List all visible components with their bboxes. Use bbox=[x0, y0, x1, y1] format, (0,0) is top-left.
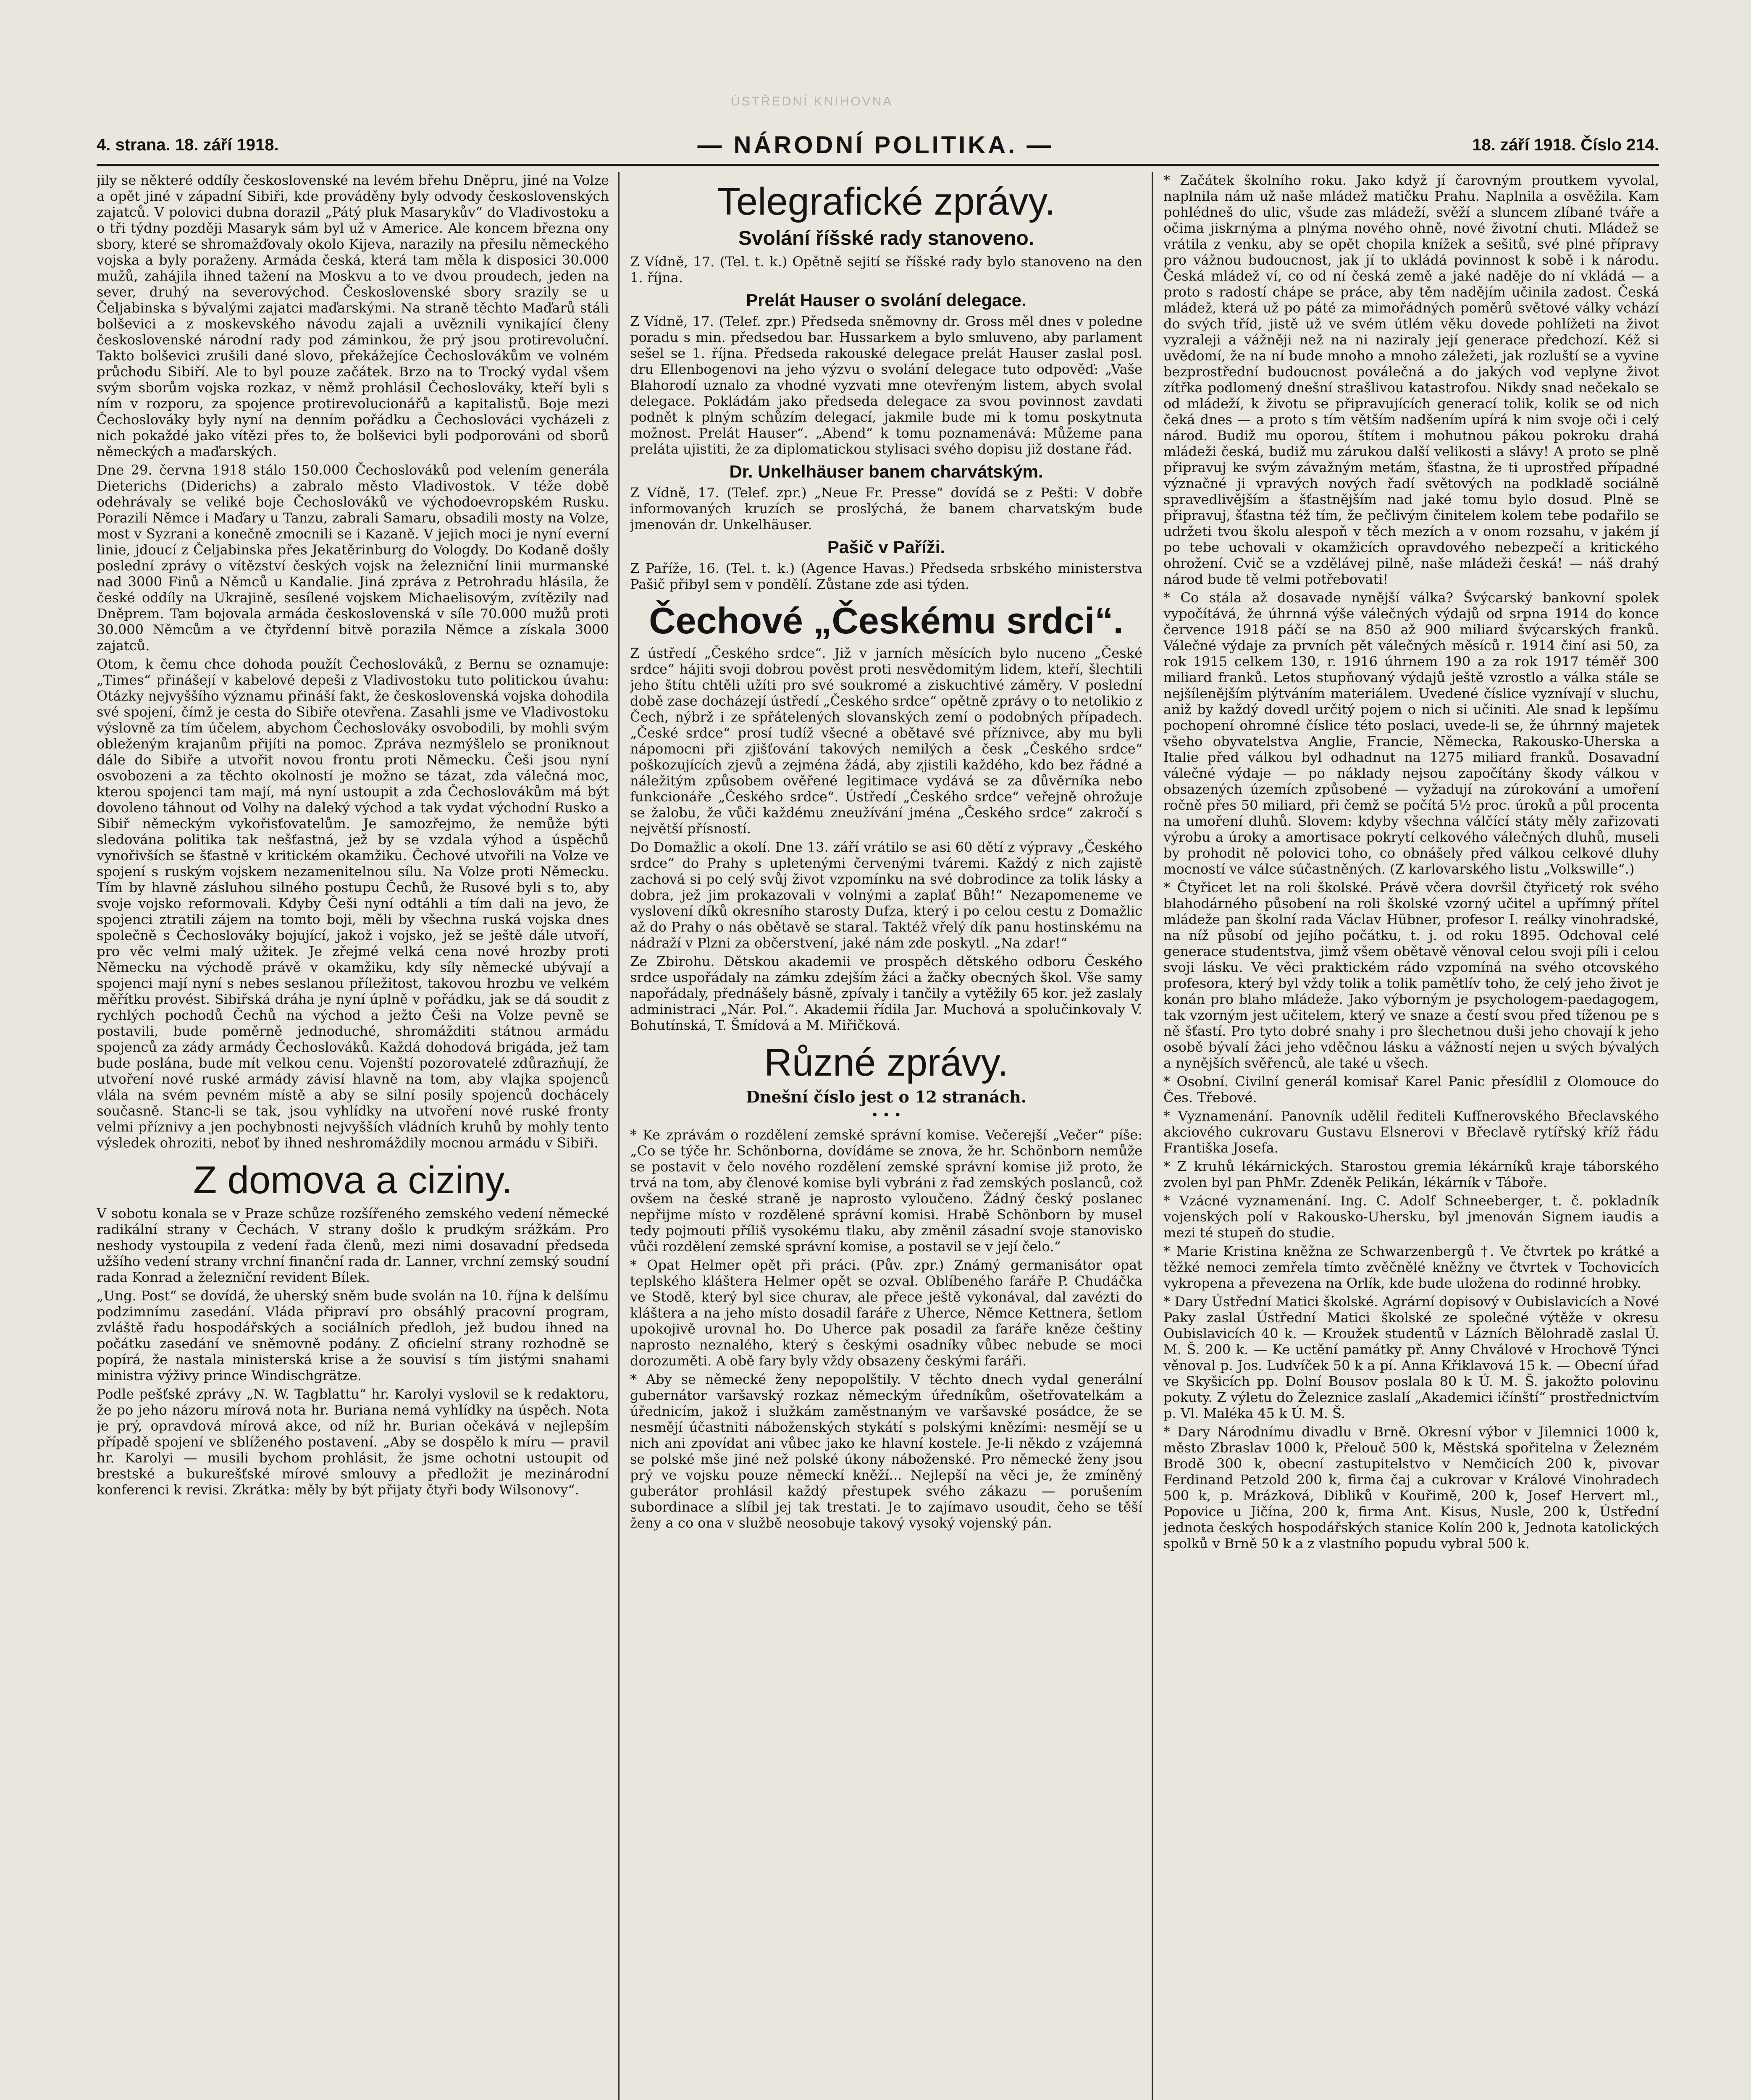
article-paragraph: * Dary Ústřední Matici školské. Agrární dopisový v Oubislavicích a Nové Paky zaslal Ústřední Matici školské ze společné výtěže v okresu Oubislavicích 40 k. — Kroužek studentů v Lázních Bělohradě zaslal Ú. M. Š. 200 k. — Ke uctění památky př. Anny Chválové v Hrochově Týnci věnoval p. Jos. Ludvíček 50 k a pí. Anna Křiklavová 15 k. — Obecní úřad ve Skyšicích pp. Dolní Bousov poslala 80 k Ú. M. Š. jakožto polovinu pokuty. Z výletu do Železnice zaslalí „Akademici ičínští“ prostřednictvím p. Vl. Maléka 45 k Ú. M. Š. bbox=[1163, 1294, 1659, 1421]
article-paragraph: * Marie Kristina kněžna ze Schwarzenbergů †. Ve čtvrtek po krátké a těžké nemoci zemřela tímto zvěčnělé kněžny ve čtvrtek v Tochovicích vykropena a převezena na Orlík, kde bude uložena do rodinné hrobky. bbox=[1163, 1243, 1659, 1291]
issue-page-count: Dnešní číslo jest o 12 stranách. bbox=[746, 1087, 1027, 1106]
article-paragraph: * Čtyřicet let na roli školské. Právě včera dovršil čtyřicetý rok svého blahodárného působení na roli školské vzorný učitel a upřímný přítel mládeže pan školní rada Václav Hübner, profesor I. reálky vinohradské, na níž působí od jejího počátku, t. j. od roku 1895. Odchoval celé generace studentstva, jimž všem obětavě věnoval celou svoji píli i celou svoji lásku. Ve věci praktickém rádo vzpomíná na svého otcovského profesora, který byl vždy tolik a tolik pamětlív toho, že celý jeho život je konán pro blaho mládeže. Jako výborným je psychologem-paedagogem, tak vzorným jest učitelem, který ve snaze a čestí svou před tíženou pe s ně šťastí. Pro tyto dobré snahy i pro šlechetnou duši jeho chovají k jeho osobě bývalí žáci jeho vděčnou lásku a vážností nejen u svých bývalých a nynějších svěřenců, ale také u všech. bbox=[1163, 879, 1659, 1071]
article-paragraph: * Vzácné vyznamenání. Ing. C. Adolf Schneeberger, t. č. pokladník vojenských polí v Rakousko-Uhersku, byl jmenován Signem iaudis a mezi té stupeň do studie. bbox=[1163, 1193, 1659, 1241]
headline-pasic: Pašič v Paříži. bbox=[827, 537, 945, 557]
article-paragraph: Z Vídně, 17. (Tel. t. k.) Opětně sejití se říšské rady bylo stanoveno na den 1. října. bbox=[630, 254, 1142, 286]
header-issue-number: 18. září 1918. Číslo 214. bbox=[1472, 135, 1659, 154]
article-paragraph: Z Paříže, 16. (Tel. t. k.) (Agence Havas.) Předseda srbského ministerstva Pašič přibyl sem v pondělí. Zůstane zde asi týden. bbox=[630, 560, 1142, 592]
section-heading-various: Různé zprávy. bbox=[764, 1041, 1008, 1084]
section-heading-telegraph: Telegrafické zprávy. bbox=[717, 180, 1056, 223]
article-paragraph: „Ung. Post“ se dovídá, že uherský sněm bude svolán na 10. října k delšímu podzimnímu zasedání. Vláda připraví pro obsáhlý pracovní program, zvláště řadu hospodářských a sociálních předloh, jež budou ihned na počátku zasedání ve sněmovně podány. Z oficielní strany rozhodně se popírá, že nastala ministerská krise a že souvisí s tím jistými snahami ministra výživy prince Windischgrätze. bbox=[97, 1288, 609, 1383]
headline-hauser: Prelát Hauser o svolání delegace. bbox=[746, 290, 1026, 310]
section-heading-domestic: Z domova a ciziny. bbox=[193, 1159, 513, 1202]
article-paragraph: * Z kruhů lékárnických. Starostou gremia lékárníků kraje táborského zvolen byl pan PhMr. Zdeněk Pelikán, lékárník v Táboře. bbox=[1163, 1158, 1659, 1190]
article-paragraph: * Osobní. Civilní generál komisař Karel Panic přesídlil z Olomouce do Čes. Třebové. bbox=[1163, 1074, 1659, 1105]
article-paragraph: Z ústředí „Českého srdce“. Již v jarních měsících bylo nuceno „České srdce“ hájiti svoji dobrou pověst proti nesvědomitým lidem, kteří, šlechtili jeho štítu chtěli užíti pro své soukromé a ziskuchtivé záměry. V poslední době zase docházejí ústředí „Českého srdce“ opětně zprávy o to netolikio z Čech, nýbrž i ze spřátelených slovanských zemí o podobných případech. „České srdce“ prosí tudíž všecné a obětavé své příznivce, aby mu byli nápomocni při zjišťování takových nemilých a česk „Českého srdce“ poškozujících zjevů a zejména žádá, aby zjistili každého, kdo bez řádné a náležitým způsobem ověřené legitimace vydává se za důvěrníka nebo funkcionáře „Českého srdce“. Ústředí „Českého srdce“ veřejně ohrožuje se žalobu, že vůči každému zneužívání jména „Českého srdce“ zakročí s největší přísností. bbox=[630, 645, 1142, 837]
header-rule bbox=[97, 164, 1659, 166]
article-paragraph: jily se některé oddíly československé na levém břehu Dněpru, jiné na Volze a opět jiné v západní Sibiři, kde prováděny byly odvody československých zajatců. V polovici dubna dorazil „Pátý pluk Masarykův“ do Vladivostoku a o tři týdny později Masaryk sám byl už v Americe. Ale koncem března ony sbory, které se shromažďovaly okolo Kijeva, narazily na přesilu německého vojska a byly poraženy. Armáda česká, která tam měla k disposici 30.000 mužů, zahájila ihned tažení na Moskvu a to ve dvou proudech, jeden na sever, druhý na severovýchod. Československé sbory srazily se u Čeljabinska s bývalými zajatci maďarskými. Na straně těchto Maďarů stáli bolševici a z moskevského návodu zajali a uvěznili vynikající členy československé národní rady pod záminkou, že prý jsou protirevoluční. Takto bolševici zrušili dané slovo, překážejíce Čechoslovákům ve volném průchodu Sibiří. Ale to byl pouze začátek. Brzo na to Trocký vydal všem svým sborům vojska rozkaz, v němž prohlásil Čechoslováky, kteří byli s ním v rozporu, za spojence protirevolucionářů a kapitalistů. Boje mezi Čechoslováky byly nyní na denním pořádku a Čechoslováci vycházeli z nich pokaždé jako vítězi přes to, že bolševici byli podporováni od sborů německých a maďarských. bbox=[97, 172, 609, 459]
article-paragraph: * Dary Národnímu divadlu v Brně. Okresní výbor v Jilemnici 1000 k, město Zbraslav 1000 k, Přelouč 500 k, Městská spořitelna v Železném Brodě 300 k, obecní zastupitelstvo v Nemčicích 200 k, pivovar Ferdinand Petzold 200 k, firma čaj a cukrovar v Králové Vinohradech 500 k, p. Mrázková, Dibliků v Kouřimě, 200 k, Josef Hervert ml., Popovice u Jičína, 200 k, firma Ant. Kisus, Nusle, 200 k, Ústřední jednota českých hospodářských stanice Kolín 200 k, Jednota katolických spolků v Brně 50 k a z vlastního popudu vybral 500 k. bbox=[1163, 1424, 1659, 1551]
column-left bbox=[97, 172, 609, 2100]
article-paragraph: Do Domažlic a okolí. Dne 13. září vrátilo se asi 60 dětí z výpravy „Českého srdce“ do Prahy s upletenými červenými tváremi. Každý z nich zajistě zachová si po celý svůj život vzpomínku na své dobrodince za tolik lásky a dobra, jež jim prokazovali v volnými a zaplať Bůh!“ Nezapomeneme ve vyslovení díků okresního starosty Dufza, který i po celou cestu z Domažlic až do Prahy o nás obětavě se staral. Taktéž vřelý dík panu hostinskému na nádraží v Plzni za občerstvení, jaké nám zde poskytl. „Na zdar!“ bbox=[630, 839, 1142, 951]
headline-reichsrat: Svolání říšské rady stanoveno. bbox=[738, 227, 1034, 249]
masthead: — NÁRODNÍ POLITIKA. — bbox=[697, 131, 1054, 159]
library-stamp: ÚSTŘEDNÍ KNIHOVNA bbox=[731, 94, 893, 108]
column-divider bbox=[618, 172, 620, 2100]
article-paragraph: * Aby se německé ženy nepopolštily. V těchto dnech vydal generální gubernátor varšavský rozkaz německým úředníkům, ošetřovatelkám a úřednicím, jakož i služkám zaměstnaným ve varšavské posádce, že se nesmějí účastniti náboženských stykátí s polskými knězími: nesmějí se u nich ani zpovídat ani vůbec jako ke hlavní kostele. Je-li někdo z vzájemná se polské mše jiné než polské úkony náboženské. Pro německé ženy jsou prý ve vojsku pouze německí kněží... Nejlepší na věci je, že zmíněný guberátor prohlásil každý přestupek svého zákazu — porušením subordinace a slíbil jej tak trestati. Je to zajímavo usoudit, čeho se těší ženy a co ona v službě neosobuje takový vysoký vojenský pán. bbox=[630, 1371, 1142, 1531]
article-paragraph: * Vyznamenání. Panovník udělil řediteli Kuffnerovského Břeclavského akciového cukrovaru Gustavu Elsnerovi v Břeclavě rytířský kříž řádu Františka Josefa. bbox=[1163, 1108, 1659, 1156]
article-paragraph: Podle pešťské zprávy „N. W. Tagblattu“ hr. Karolyi vyslovil se k redaktoru, že po jeho názoru mírová nota hr. Buriana nemá vyhlídky na úspěch. Nota je prý, opravdová mírová akce, od níž hr. Burian očekává v nejlepším případě spojení ve sblíženého postavení. „Aby se dospělo k míru — pravil hr. Karolyi — musili bychom prohlásit, že jsme ochotni ustoupit od brestské a bukurešťské mírové smlouvy a předložit je mezinárodní konferenci k revisi. Zkrátka: měly by být přijaty čtyři body Wilsonovy“. bbox=[97, 1386, 609, 1498]
article-paragraph: Otom, k čemu chce dohoda použít Čechoslováků, z Bernu se oznamuje: „Times“ přinášejí v kabelové depeši z Vladivostoku tuto politickou úvahu: Otázky nejvyššího významu přináší fakt, že československá vojska dohodila své spojení, čímž je cesta do Sibiře otevřena. Zasahli jsme ve Vladivostoku výslovně za tím účelem, abychom Čechoslováky osvobodili, by mohli svým obleženým krajanům přijíti na pomoc. Zpráva nezmýšlelo se proniknout dále do Sibiře a utvořit novou frontu proti Německu. Češi jsou nyní osvobozeni a za těchto okolností je možno se tázat, zda válečná moc, kterou spojenci tam mají, má nyní ustoupit a zda Čechoslovákům má být dovoleno táhnout od Volhy na daleký východ a tak vydat východní Rusko a Sibiř německým vykořisťovatelům. Je samozřejmo, že nemůže býti sledována politika tak nešťastná, jež by se vzdala výhod a úspěchů vynořivších se šťastně v kritickém okamžiku. Čechové utvořili na Volze ve spojení s ruským vojskem nezamenitelnou sílu. Na Volze proti Německu. Tím by hlavně zásluhou silného postupu Čechů, že Rusové byli s to, aby svoje vojsko reformovali. Kdyby Češi nyní odtáhli a tím dali na jevo, že spojenci ztratili zájem na tomto boji, měli by všechna ruská vojska dnes společně s Čechoslováky bojující, jakož i vojsko, jež se ještě dále utvoří, pro věc velmi malý užitek. Je zřejmé velká cena nové hrozby proti Německu na východě právě v okamžiku, kdy síly německé ubývají a spojenci mají nyní s nebes seslanou příležitost, takovou hrozbu ve velkém měřítku provést. Sibiřská dráha je nyní úplně v pořádku, jak se dá soudit z rychlých pochodů Čechů na východ a ježto Češi na Volze pevně se postavili, bude poměrně jednoduché, shromážditi státnou armádu spojenců za zády armády Čechoslováků. Každá dohodová brigáda, jež tam bude poslána, bude mít velkou cenu. Vojenští pozorovatelé zdůrazňují, že utvoření nové ruské armády závisí hlavně na tom, aby vlajka spojenců vlála na svém pevném místě a aby se silní posily spojenců dochácely současně. Stanc-li se tak, jsou vyhlídky na utvoření nové ruské fronty velmi příznivy a jen pochybnosti nejvyšších vládních kruhů by mohly tento výsledek ohroziti, neboť by ihned neshromáždily mocnou armádu v Sibiři. bbox=[97, 656, 609, 1151]
column-right bbox=[1163, 172, 1659, 2100]
page-header bbox=[97, 126, 1659, 164]
column-middle bbox=[630, 172, 1142, 2100]
article-paragraph: * Co stála až dosavade nynější válka? Švýcarský bankovní spolek vypočítává, že úhrnná výše válečných výdajů od srpna 1914 do konce července 1918 páčí se na 850 až 900 miliard švýcarských franků. Válečné výdaje za prvních pět válečných měsíců r. 1914 činí asi 50, za rok 1915 celkem 130, r. 1916 úhrnem 190 a za rok 1917 téměř 300 miliard franků. Letos stupňovaný výdajů ještě vzrostlo a válka stále se nejšílenějším plýtváním materiálem. Uvedené číslice vyznívají v sluchu, aniž by každý dovedl určitý pojem o nich si učiniti. Ale snad k lepšímu pochopení ohromné číslice této poslaci, uvede-li se, že úhrnný majetek všeho obyvatelstva Anglie, Francie, Německa, Rakousko-Uherska a Italie před válkou byl odhadnut na 1275 miliard franků. Dosavadní válečné výdaje — po náklady nejsou započítány škody válkou v obsazených územích způsobené — vyžadují na zúrokování a umoření ročně přes 50 miliard, při čemž se počítá 5½ proc. úroků a půl procenta na umoření dluhů. Slovem: kdyby všechna válčící státy měly zařizovati výrobu a úroky a amortisace pokrytí celkového válečných dluhů, museli by prohodit ně polovici toho, co obnášely před válkou celkové dluhy mocností ve válce súčastněných. (Z karlovarského listu „Volkswille“.) bbox=[1163, 590, 1659, 877]
separator-dots: • • • bbox=[871, 1108, 902, 1123]
article-paragraph: Dne 29. června 1918 stálo 150.000 Čechoslováků pod velením generála Dieterichs (Diderichs) a zabralo město Vladivostok. V téže době odehrávaly se veliké boje Čechoslováků ve východoevropském Rusku. Porazili Němce i Maďary u Tanzu, zabrali Samaru, obsadili mosty na Volze, most v Syzrani a konečně zmocnili se i Kazaně. V jejich moci je nyní everní linie, jdoucí z Čeljabinska přes Jekatěrinburg do Vologdy. Do Kodaně došly poslední zprávy o vítězství českých vojsk na železniční linii murmanské nad 3000 Finů a Němců u Kandalie. Jiná zpráva z Petrohradu hlásila, že české oddíly na Ukrajině, sesílené vojskem Michaelisovým, zvítězily nad Dněprem. Tam bojovala armáda československá v síle 70.000 mužů proti 30.000 Němcům a ve čtyřdenní bitvě porazila Němce a získala 3000 zajatců. bbox=[97, 462, 609, 654]
column-divider bbox=[1152, 172, 1153, 2100]
article-paragraph: * Ke zprávám o rozdělení zemské správní komise. Večerejší „Večer“ píše: „Co se týče hr. Schönborna, dovídáme se znova, že hr. Schönborn nemůže se postavit v čelo nového rozdělení zemské správní komise již proto, že trvá na tom, aby členové komise byli vybráni z řad zemských poslanců, což ovšem na české straně je naprosto vyloučeno. Žádný český poslanec nepřijme místo v rozdělené správní komisi. Hrabě Schönborn by musel tedy pojmouti příliš vysokému tlaku, aby změnil zásadní svoje stanovisko vůči rozdělení zemské správní komise, a postavil se v její čelo.“ bbox=[630, 1127, 1142, 1255]
header-page-date: 4. strana. 18. září 1918. bbox=[97, 135, 279, 154]
article-paragraph: * Opat Helmer opět při práci. (Pův. zpr.) Známý germanisátor opat teplského kláštera Helmer opět se ozval. Oblíbeného faráře P. Chudáčka ve Stodě, který byl sice churav, ale přece ještě vykonával, dal zavézti do kláštera a na jeho místo dosadil faráře z Uherce, Němce Kettnera, šetlom upokojivě urovnal ho. Do Uherce pak posadil za faráře kněze češtiny naprosto neznalého, který s českými osadníky vůbec nebude se moci dorozuměti. A obě fary byly vždy obsazeny českými faráři. bbox=[630, 1257, 1142, 1369]
section-heading-ceske-srdce: Čechové „Českému srdci“. bbox=[649, 600, 1124, 641]
article-paragraph: Ze Zbirohu. Dětskou akademii ve prospěch dětského odboru Českého srdce uspořádaly na zámku zdejším žáci a žačky obecných škol. Vše samy napořádaly, přednášely básně, zpívaly i tančily a vytěžily 65 kor. jež zaslaly administraci „Nár. Pol.“. Akademii řídila Jar. Muchová a spolučinkovaly V. Bohutínská, T. Šmídová a M. Miřičková. bbox=[630, 953, 1142, 1033]
article-paragraph: V sobotu konala se v Praze schůze rozšířeného zemského vedení německé radikální strany v Čechách. V strany došlo k prudkým srážkám. Pro neshody vystoupila z vedení řada členů, mezi nimi dosavadní předseda užšího vedení strany vrchní finanční rada dr. Lanner, vrchní zemský soudní rada Konrad a železniční revident Bílek. bbox=[97, 1205, 609, 1285]
article-paragraph: Z Vídně, 17. (Telef. zpr.) „Neue Fr. Presse“ dovídá se z Pešti: V dobře informovaných kruzích se proslýchá, že banem charvatským bude jmenován dr. Unkelhäuser. bbox=[630, 485, 1142, 533]
article-paragraph: * Začátek školního roku. Jako když jí čarovným proutkem vyvolal, naplnila nám už naše mládež matičku Prahu. Naplnila a osvěžila. Kam pohlédneš do ulic, všude zas mládeží, svěží a sluncem zlíbané tváře a očima jiskrnýma a plnýma nového ohně, nové životní chuti. Mládež se vrátila z venku, aby se opět chopila knížek a sešitů, své plné přípravy pro vážnou budoucnost, jak jí to ukládá povinnost k sobě i k národu. Česká mládež ví, co od ní česká země a jaké naděje do ní vkládá — a proto s radostí chápe se práce, aby těm nadějím učinila zadost. Česká mládež, která už po páté za mimořádných poměrů světové války vchází do svých tříd, jistě už ve svém útlém věku dovede pohlížeti na život vyzraleji a vážněji než na ni naziraly její generace předchozí. Kéž si uvědomí, že na ní bude mnoho a mnoho záležeti, jak rozluští se a vyvine bezprostřední budoucnost poválečná a do jakých vod veplyne život zítřka podlomený dnešní strašlivou katastrofou. Nikdy snad nečekalo se od mládeží, k životu se připravujících generací tolik, kolik se od nich čeká dnes — a proto s tím větším nadšením upírá k nim svoje oči i celý národ. Budiž mu oporou, štítem i mohutnou pákou pokroku drahá mládeži česká, budiž mu zárukou další velikosti a slávy! A proto se plně připravuj ke svým závažným metám, šťastna, že ti uprostřed případné význačné ji vpravých nových řadí světových na podkladě sociálně spravedlivějším a šťastnějším nad jaké tomu bylo dosud. Plně se připravuj, šťastna též tím, že pečlivým činitelem kolem tebe podařilo se udržeti tvou školu alespoň v těch mezích a v onom rozsahu, v jakém jí po tebe uchovali v okamžicích opravdového nebezpečí a kritického ohrožení. Cvič se a vzdělávej pilně, naše mládeži česká! — náš drahý národ bude tě velmi potřebovati! bbox=[1163, 172, 1659, 587]
article-paragraph: Z Vídně, 17. (Telef. zpr.) Předseda sněmovny dr. Gross měl dnes v poledne poradu s min. předsedou bar. Hussarkem a bylo smluveno, aby parlament sešel se 1. října. Předseda rakouské delegace prelát Hauser zaslal posl. dru Ellenbogenovi na jeho výzvu o svolání delegace tuto odpověď: „Vaše Blahorodí uznalo za vhodné vyzvati mne otevřeným listem, abych svolal delegace. Pokládám jako předseda delegace za svou povinnost zavdati podnět k plným schůzím delegací, jakmile bude mi k tomu poskytnuta možnost. Prelát Hauser“. „Abend“ k tomu poznamenává: Můžeme pana preláta ujistiti, že za diplomatickou stylisaci svého dopisu již dostane řád. bbox=[630, 313, 1142, 457]
headline-unkelhauser: Dr. Unkelhäuser banem charvátským. bbox=[729, 462, 1043, 481]
